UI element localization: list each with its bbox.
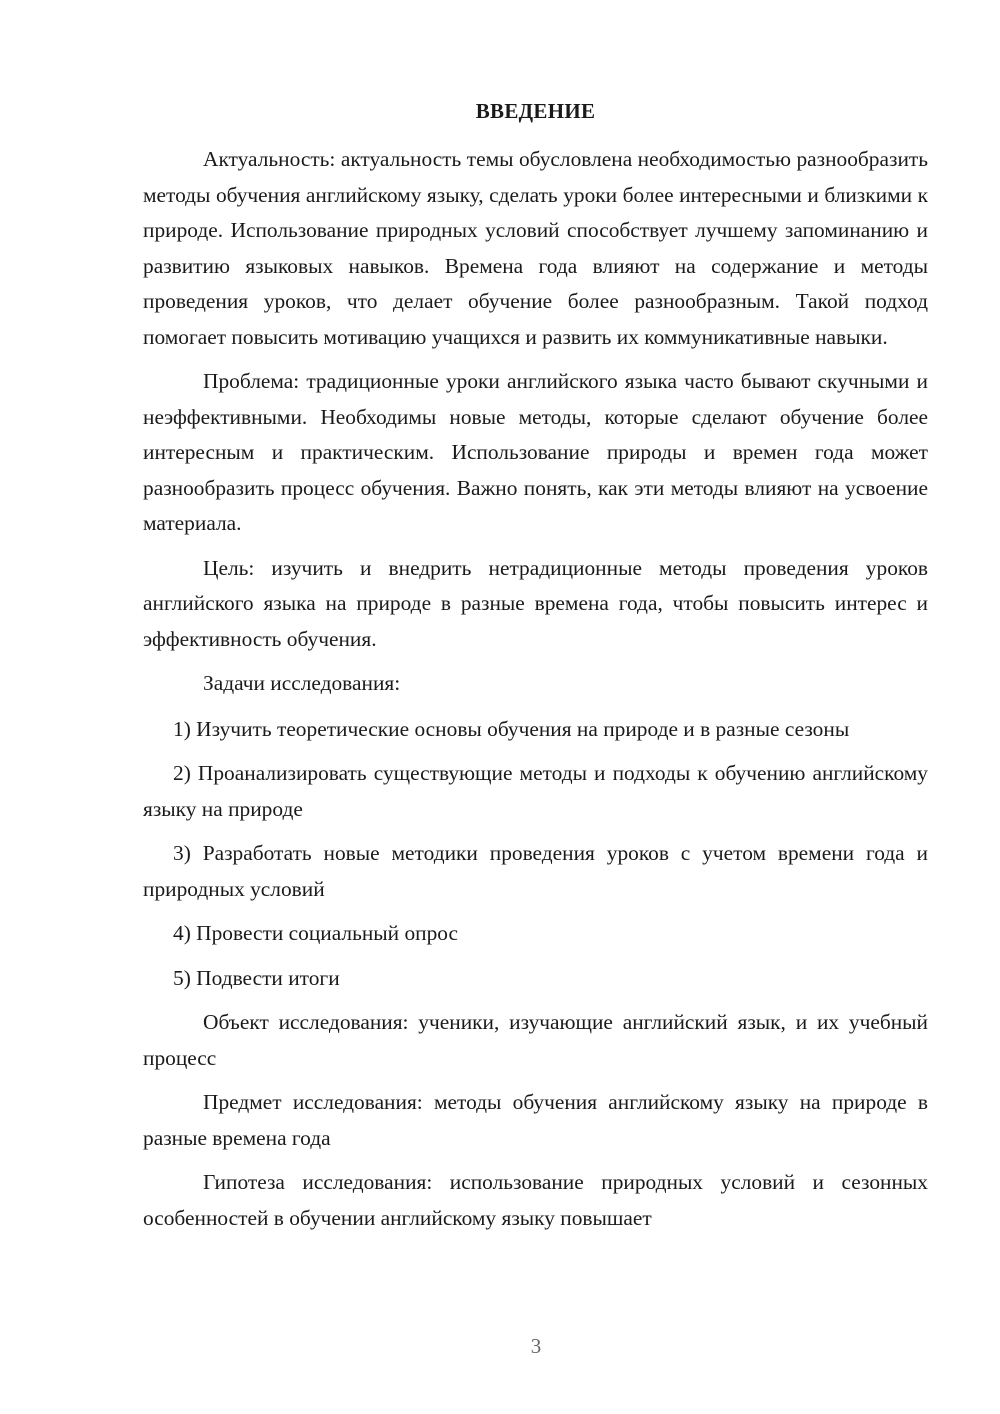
task-item-1: 1) Изучить теоретические основы обучения на природе и в разные сезоны [173,716,850,741]
page-number: 3 [530,1334,542,1358]
task-item-5: 5) Подвести итоги [173,965,340,990]
tasks-label: Задачи исследования: [203,671,401,695]
paragraph-goal: Цель: изучить и внедрить нетрадиционные методы проведения уроков английского языка на природе в разные времена года, чтобы повысить интерес и эффективность обучения. [143,555,928,651]
body-text [143,142,928,1245]
section-title: ВВЕДЕНИЕ [475,99,596,123]
paragraph-subject: Предмет исследования: методы обучения английскому языку на природе в разные времена года [143,1090,928,1150]
task-item-4: 4) Провести социальный опрос [173,921,459,945]
paragraph-hypothesis: Гипотеза исследования: использование природных условий и сезонных особенностей в обучении английскому языку повышает [143,1170,928,1230]
paragraph-problem: Проблема: традиционные уроки английского языка часто бывают скучными и неэффективными. Необходимы новые методы, которые сделают обучение более интересным и практическим. Использование природы и времен года может разнообразить процесс обучения. Важно понять, как эти методы влияют на усвоение материала. [143,369,928,535]
paragraph-relevance: Актуальность: актуальность темы обусловлена необходимостью разнообразить методы обучения английскому языку, сделать уроки более интересными и близкими к природе. Использование природных условий способствует лучшему запоминанию и развитию языковых навыков. Времена года влияют на содержание и методы проведения уроков, что делает обучение более разнообразным. Такой подход помогает повысить мотивацию учащихся и развить их коммуникативные навыки. [143,147,928,349]
task-item-2: 2) Проанализировать существующие методы и подходы к обучению английскому языку на природе [143,761,928,821]
paragraph-object: Объект исследования: ученики, изучающие английский язык, и их учебный процесс [143,1010,928,1070]
task-item-3: 3) Разработать новые методики проведения уроков с учетом времени года и природных условий [143,841,928,901]
